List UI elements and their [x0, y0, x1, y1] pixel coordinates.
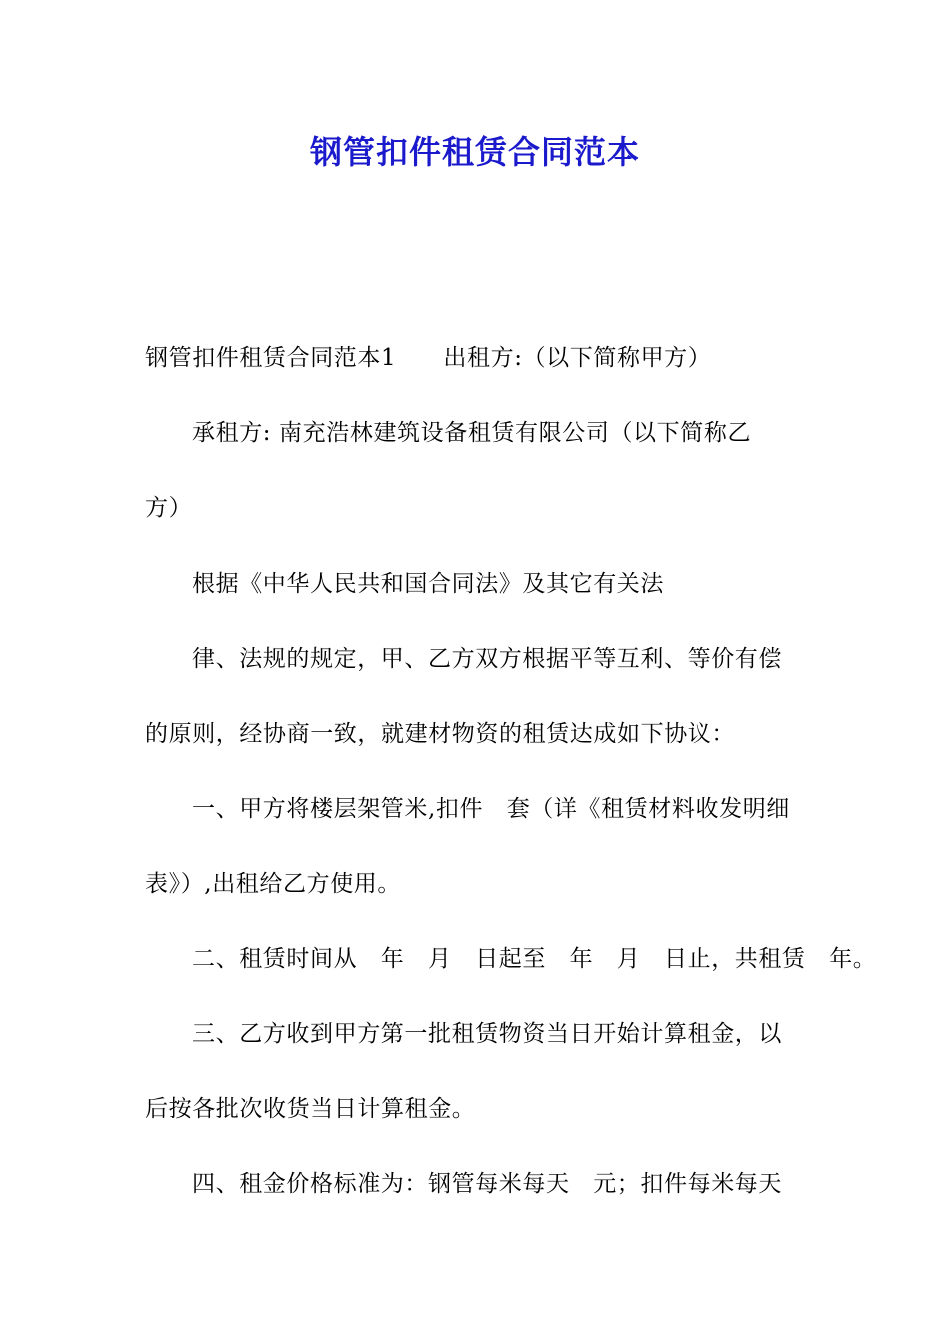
- paragraph-line-clause-4: 四、租金价格标准为：钢管每米每天 元；扣件每米每天: [192, 1171, 782, 1197]
- paragraph-line-lessee: 承租方: 南充浩林建筑设备租赁有限公司（以下简称乙: [192, 420, 752, 446]
- paragraph-line-legal-basis-2: 律、法规的规定，甲、乙方双方根据平等互利、等价有偿: [192, 646, 782, 672]
- paragraph-line-clause-1-continued: 表》）,出租给乙方使用。: [145, 871, 402, 897]
- paragraph-line-clause-3: 三、乙方收到甲方第一批租赁物资当日开始计算租金，以: [192, 1021, 782, 1047]
- paragraph-line-parties-header: 钢管扣件租赁合同范本1 出租方:（以下简称甲方）: [145, 345, 712, 371]
- paragraph-line-lessee-continued: 方）: [145, 495, 193, 521]
- document-title: 钢管扣件租赁合同范本: [309, 133, 640, 171]
- paragraph-line-clause-1: 一、甲方将楼层架管米,扣件 套（详《租赁材料收发明细: [192, 796, 790, 822]
- paragraph-line-legal-basis: 根据《中华人民共和国合同法》及其它有关法: [192, 571, 664, 597]
- paragraph-line-clause-2: 二、租赁时间从 年 月 日起至 年 月 日止，共租赁 年。: [192, 946, 877, 972]
- paragraph-line-legal-basis-3: 的原则，经协商一致，就建材物资的租赁达成如下协议：: [145, 721, 735, 747]
- paragraph-line-clause-3-continued: 后按各批次收货当日计算租金。: [145, 1096, 476, 1122]
